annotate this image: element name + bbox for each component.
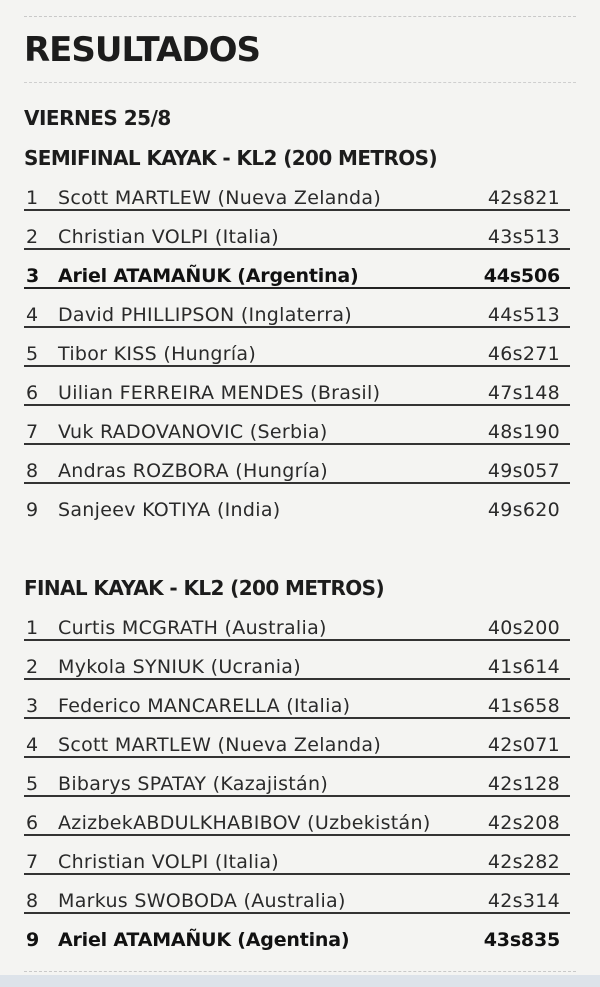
position: 1	[26, 187, 39, 209]
final-row	[24, 883, 570, 922]
bottom-strip	[0, 975, 600, 987]
athlete-name: Andras ROZBORA (Hungría)	[58, 460, 328, 482]
row-underline	[24, 795, 570, 797]
semifinal-results	[24, 180, 570, 531]
position: 9	[26, 499, 39, 521]
position: 4	[26, 734, 39, 756]
row-underline	[24, 326, 570, 328]
result-time: 42s071	[487, 734, 560, 756]
row-underline	[24, 639, 570, 641]
athlete-name: AzizbekABDULKHABIBOV (Uzbekistán)	[58, 812, 431, 834]
semifinal-row	[24, 258, 570, 297]
result-time: 47s148	[487, 382, 560, 404]
page-title: RESULTADOS	[24, 30, 261, 70]
semifinal-row	[24, 453, 570, 492]
final-row	[24, 922, 570, 961]
semifinal-row	[24, 414, 570, 453]
final-row	[24, 805, 570, 844]
final-title: FINAL KAYAK - KL2 (200 METROS)	[24, 576, 384, 600]
semifinal-row	[24, 297, 570, 336]
row-underline	[24, 209, 570, 211]
athlete-name: Christian VOLPI (Italia)	[58, 226, 279, 248]
result-time: 44s506	[483, 265, 560, 287]
final-row	[24, 688, 570, 727]
athlete-name: David PHILLIPSON (Inglaterra)	[58, 304, 352, 326]
result-time: 42s282	[487, 851, 560, 873]
position: 1	[26, 617, 39, 639]
athlete-name: Ariel ATAMAÑUK (Argentina)	[58, 265, 359, 287]
athlete-name: Curtis MCGRATH (Australia)	[58, 617, 327, 639]
semifinal-row	[24, 180, 570, 219]
semifinal-row	[24, 219, 570, 258]
result-time: 49s620	[487, 499, 560, 521]
row-underline	[24, 443, 570, 445]
result-time: 42s821	[487, 187, 560, 209]
position: 3	[26, 265, 40, 287]
result-time: 41s614	[487, 656, 560, 678]
top-divider	[24, 16, 576, 17]
row-underline	[24, 834, 570, 836]
athlete-name: Scott MARTLEW (Nueva Zelanda)	[58, 734, 382, 756]
position: 3	[26, 695, 39, 717]
semifinal-row	[24, 375, 570, 414]
day-heading: VIERNES 25/8	[24, 106, 171, 130]
position: 5	[26, 773, 39, 795]
result-time: 42s128	[487, 773, 560, 795]
athlete-name: Sanjeev KOTIYA (India)	[58, 499, 281, 521]
result-time: 43s835	[483, 929, 560, 951]
position: 6	[26, 382, 39, 404]
bottom-divider	[24, 971, 576, 972]
final-row	[24, 727, 570, 766]
athlete-name: Federico MANCARELLA (Italia)	[58, 695, 351, 717]
final-row	[24, 844, 570, 883]
result-time: 42s208	[487, 812, 560, 834]
row-underline	[24, 365, 570, 367]
row-underline	[24, 717, 570, 719]
result-time: 48s190	[487, 421, 560, 443]
row-underline	[24, 873, 570, 875]
title-divider	[24, 82, 576, 83]
row-underline	[24, 482, 570, 484]
position: 9	[26, 929, 40, 951]
athlete-name: Christian VOLPI (Italia)	[58, 851, 279, 873]
row-underline	[24, 678, 570, 680]
row-underline	[24, 404, 570, 406]
semifinal-row	[24, 492, 570, 531]
final-results	[24, 610, 570, 961]
result-time: 46s271	[487, 343, 560, 365]
position: 2	[26, 226, 39, 248]
athlete-name: Markus SWOBODA (Australia)	[58, 890, 346, 912]
final-row	[24, 649, 570, 688]
result-time: 49s057	[487, 460, 560, 482]
row-underline	[24, 912, 570, 914]
semifinal-row	[24, 336, 570, 375]
position: 5	[26, 343, 39, 365]
position: 4	[26, 304, 39, 326]
result-time: 40s200	[487, 617, 560, 639]
position: 7	[26, 421, 39, 443]
row-underline	[24, 287, 570, 289]
athlete-name: Ariel ATAMAÑUK (Agentina)	[58, 929, 350, 951]
final-row	[24, 766, 570, 805]
position: 2	[26, 656, 39, 678]
result-time: 43s513	[487, 226, 560, 248]
athlete-name: Scott MARTLEW (Nueva Zelanda)	[58, 187, 382, 209]
row-underline	[24, 756, 570, 758]
result-time: 42s314	[487, 890, 560, 912]
athlete-name: Uilian FERREIRA MENDES (Brasil)	[58, 382, 381, 404]
position: 8	[26, 460, 39, 482]
position: 7	[26, 851, 39, 873]
semifinal-title: SEMIFINAL KAYAK - KL2 (200 METROS)	[24, 146, 437, 170]
athlete-name: Vuk RADOVANOVIC (Serbia)	[58, 421, 328, 443]
athlete-name: Bibarys SPATAY (Kazajistán)	[58, 773, 329, 795]
athlete-name: Tibor KISS (Hungría)	[58, 343, 257, 365]
row-underline	[24, 248, 570, 250]
final-row	[24, 610, 570, 649]
result-time: 44s513	[487, 304, 560, 326]
position: 6	[26, 812, 39, 834]
result-time: 41s658	[487, 695, 560, 717]
athlete-name: Mykola SYNIUK (Ucrania)	[58, 656, 301, 678]
position: 8	[26, 890, 39, 912]
